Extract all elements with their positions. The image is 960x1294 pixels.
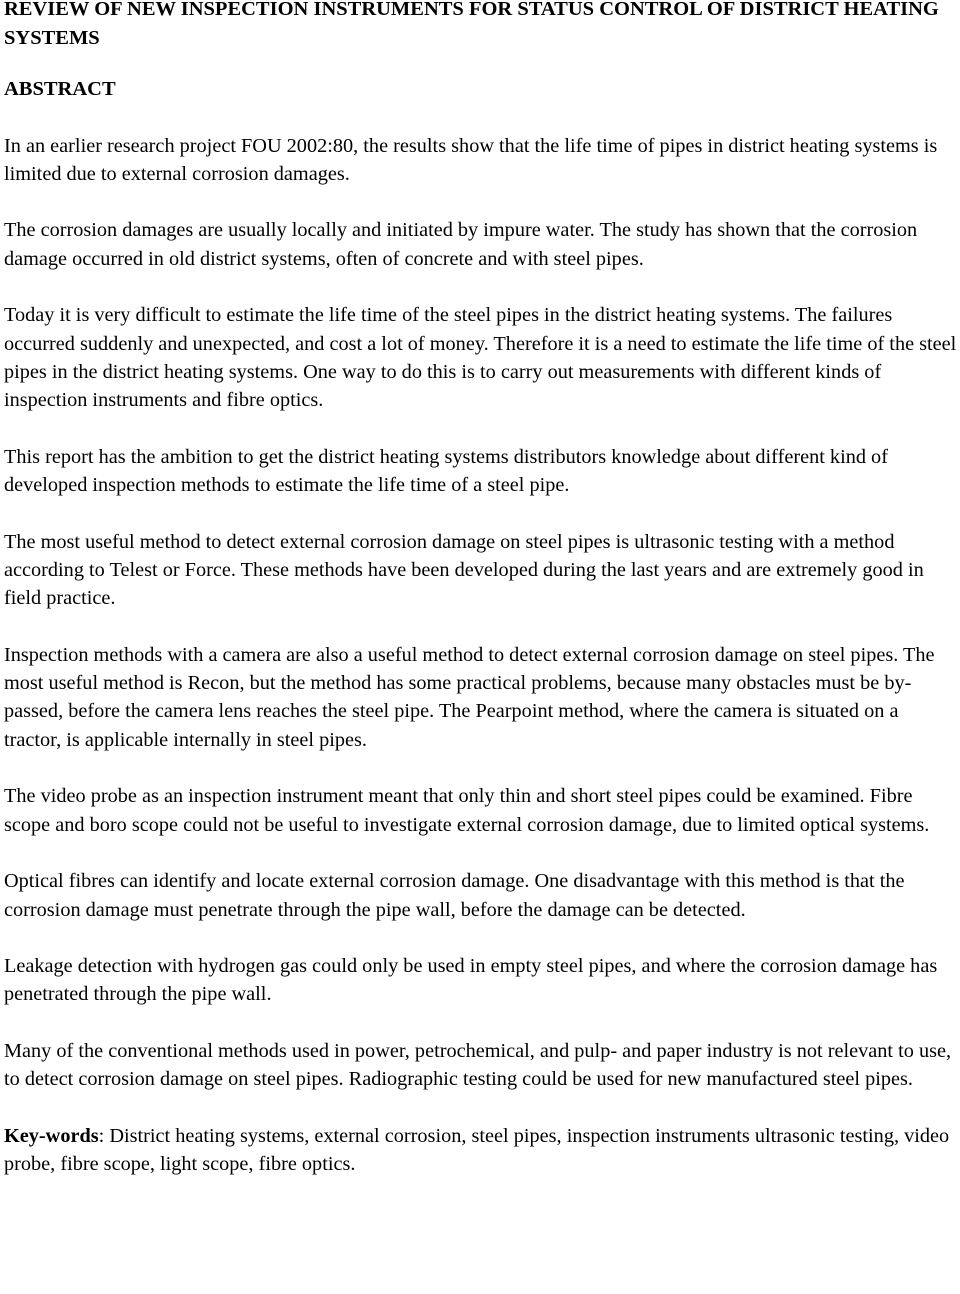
abstract-paragraph-9: Leakage detection with hydrogen gas could only be used in empty steel pipes, and where the corrosion damage has penetrated through the pipe wall. [4,955,938,1006]
abstract-paragraph-4: This report has the ambition to get the district heating systems distributors knowledge about different kind of developed inspection methods to estimate the life time of a steel pipe. [4,445,888,497]
abstract-paragraph-8: Optical fibres can identify and locate external corrosion damage. One disadvantage with this method is that the corrosion damage must penetrate through the pipe wall, before the damage can be detected. [4,870,905,921]
keywords-text: : District heating systems, external corrosion, steel pipes, inspection instruments ultrasonic testing, video probe, fibre scope, light scope, fibre optics. [4,1124,950,1176]
document-title: REVIEW OF NEW INSPECTION INSTRUMENTS FOR STATUS CONTROL OF DISTRICT HEATING SYSTEMS [4,0,939,49]
abstract-paragraph-10: Many of the conventional methods used in power, petrochemical, and pulp- and paper industry is not relevant to use, to detect corrosion damage on steel pipes. Radiographic testing could be used for new manufactured steel pipes. [4,1040,952,1091]
abstract-paragraph-3: Today it is very difficult to estimate the life time of the steel pipes in the district heating systems. The failures occurred suddenly and unexpected, and cost a lot of money. Therefore it is a need to estimate the life time of the steel pipes in the district heating systems. One way to do this is to carry out measurements with different kinds of inspection instruments and fibre optics. [4,304,957,412]
document-page [4,0,960,1294]
abstract-paragraph-7: The video probe as an inspection instrument meant that only thin and short steel pipes could be examined. Fibre scope and boro scope could not be useful to investigate external corrosion damage, due to limited optical systems. [4,785,930,836]
keywords-label: Key-words [4,1124,99,1147]
keywords [4,1122,960,1179]
abstract-paragraph-1: In an earlier research project FOU 2002:80, the results show that the life time of pipes in district heating systems is limited due to external corrosion damages. [4,134,938,185]
abstract-paragraph-2: The corrosion damages are usually locally and initiated by impure water. The study has shown that the corrosion damage occurred in old district systems, often of concrete and with steel pipes. [4,219,918,270]
abstract-paragraph-6: Inspection methods with a camera are also a useful method to detect external corrosion damage on steel pipes. The most useful method is Recon, but the method has some practical problems, because many obstacles must be by-passed, before the camera lens reaches the steel pipe. The Pearpoint method, where the camera is situated on a tractor, is applicable internally in steel pipes. [4,643,935,751]
abstract-heading: ABSTRACT [4,78,116,100]
abstract-paragraph-5: The most useful method to detect external corrosion damage on steel pipes is ultrasonic testing with a method according to Telest or Force. These methods have been developed during the last years and are extremely good in field practice. [4,530,924,610]
